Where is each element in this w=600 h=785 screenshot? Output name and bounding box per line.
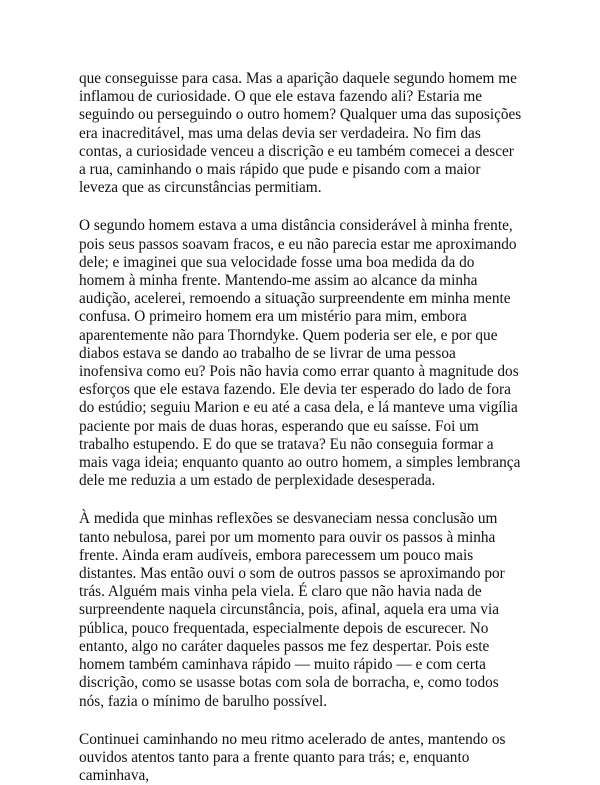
paragraph-3: À medida que minhas reflexões se desvaneciam nessa conclusão um tanto nebulosa, parei por um momento para ouvir os passos à minha frente. Ainda eram audíveis, embora parecessem um pouco mais distantes. Mas então ouvi o som de outros passos se aproximando por trás. Alguém mais vinha pela viela. É claro que não havia nada de surpreendente naquela circunstância, pois, afinal, aquela era uma via pública, pouco frequentada, especialmente depois de escurecer. No entanto, algo no caráter daqueles passos me fez despertar. Pois este homem também caminhava rápido — muito rápido — e com certa discrição, como se usasse botas com sola de borracha, e, como todos nós, fazia o mínimo de barulho possível.	[79, 510, 505, 710]
paragraph-4: Continuei caminhando no meu ritmo acelerado de antes, mantendo os ouvidos atentos tanto para a frente quanto para trás; e, enquanto caminhava,	[79, 730, 506, 785]
paragraph-1: que conseguisse para casa. Mas a aparição daquele segundo homem me inflamou de curiosidade. O que ele estava fazendo ali? Estaria me seguindo ou perseguindo o outro homem? Qualquer uma das suposições era inacreditável, mas uma delas devia ser verdadeira. No fim das contas, a curiosidade venceu a discrição e eu também comecei a descer a rua, caminhando o mais rápido que pude e pisando com a maior leveza que as circunstâncias permitiam.	[79, 70, 522, 197]
paragraph-2: O segundo homem estava a uma distância considerável à minha frente, pois seus passos soavam fracos, e eu não parecia estar me aproximando dele; e imaginei que sua velocidade fosse uma boa medida da do homem à minha frente. Mantendo-me assim ao alcance da minha audição, acelerei, remoendo a situação surpreendente em minha mente confusa. O primeiro homem era um mistério para mim, embora aparentemente não para Thorndyke. Quem poderia ser ele, e por que diabos estava se dando ao trabalho de se livrar de uma pessoa inofensiva como eu? Pois não havia como errar quanto à magnitude dos esforços que ele estava fazendo. Ele devia ter esperado do lado de fora do estúdio; seguiu Marion e eu até a casa dela, e lá manteve uma vigília paciente por mais de duas horas, esperando que eu saísse. Foi um trabalho estupendo. E do que se tratava? Eu não conseguia formar a mais vaga ideia; enquanto quanto ao outro homem, a simples lembrança dele me reduzia a um estado de perplexidade desesperada.	[79, 217, 521, 490]
